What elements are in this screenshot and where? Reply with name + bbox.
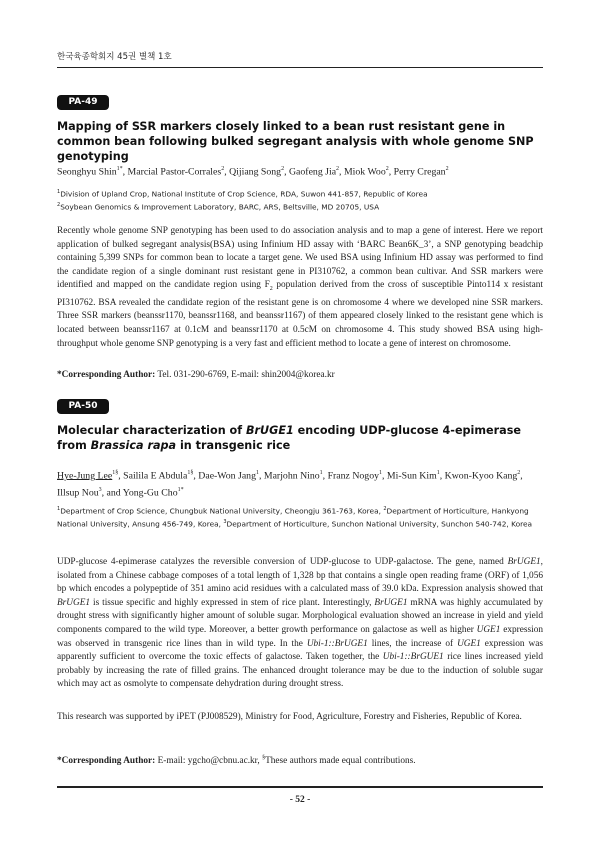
author-name: Miok Woo bbox=[343, 166, 386, 178]
author-sup: 2 bbox=[385, 166, 389, 172]
author-list: Seonghyu Shin$^{1*}$, Marcial Pastor-Corrales$^2$, Qijiang Song$^2$, Gaofeng Jia$^2$, Miok Woo$^2$, Perry Cregan$^2$ bbox=[57, 166, 449, 178]
author-sup: 1 bbox=[319, 470, 323, 476]
page-number: - 52 - bbox=[289, 795, 311, 805]
author-sup: 2 bbox=[281, 166, 285, 172]
author-name: Yong-Gu Cho bbox=[122, 487, 178, 499]
header-rule bbox=[57, 67, 543, 68]
affiliations: $^1$Department of Crop Science, Chungbuk National University, Cheongju 361-763, Korea, $^2$Department of Horticulture, Hankyong National University, Ansung 456-749, Korea, $^3$Department of Horticulture, Sunchon National University, Sunchon 540-742, Korea bbox=[57, 506, 533, 529]
abstract-body: UDP-glucose 4-epimerase catalyzes the reversible conversion of UDP-glucose to UDP-galactose. The gene, named BrUGE1, isolated from a Chinese cabbage composes of a total length of 1,328 bp that contains a single open reading frame (ORF) of 1,056 bp which encodes a polypeptide of 351 amino acid residues with a calculated mass of 39.0 kDa. Expression analysis showed that BrUGE1 is tissue specific and highly expressed in stem of rice plant. Interestingly, BrUGE1 mRNA was highly accumulated by drought stress with significantly higher amount of soluble sugar. Morphological evaluation showed an increase in yield and yield components compared to the wild type. Moreover, a better growth performance on galactose as well as higher UGE1 expression was observed in transgenic rice lines than in wild type. In the Ubi-1::BrUGE1 lines, the increase of UGE1 expression was apparently sufficient to overcome the toxic effects of galactose. Taken together, the Ubi-1::BrGUE1 rice lines increased yield probably by increasing the rate of filled grains. The enhanced drought tolerance may be due to the induction of soluble sugar which may act as osmolyte to compensate dehydration during drought stress. bbox=[57, 557, 543, 690]
author-sup: 2 bbox=[445, 166, 449, 172]
abstract-title: Molecular characterization of BrUGE1 encoding UDP-glucose 4-epimerase from Brassica rapa in transgenic rice bbox=[57, 424, 521, 452]
author-name: Franz Nogoy bbox=[327, 470, 380, 482]
author-sup: 1* bbox=[177, 487, 184, 494]
author-sup: 2 bbox=[336, 166, 340, 172]
author-name: Illsup Nou bbox=[57, 487, 99, 499]
corresponding-author: *Corresponding Author: E-mail: ygcho@cbnu.ac.kr, §These authors made equal contributions. bbox=[57, 755, 416, 767]
author-list: Hye-Jung Lee$^{1\S}$, Sailila E Abdula$^{1\S}$, Dae-Won Jang$^1$, Marjohn Nino$^1$, Franz Nogoy$^1$, Mi-Sun Kim$^1$, Kwon-Kyoo Kang$^2$, Illsup Nou$^3$, and Yong-Gu Cho$^{1*}$ bbox=[57, 470, 523, 499]
author-name: Qijiang Song bbox=[229, 166, 282, 178]
author-sup: 1* bbox=[116, 166, 123, 172]
corresponding-author: *Corresponding Author: Tel. 031-290-6769, E-mail: shin2004@korea.kr bbox=[57, 370, 335, 380]
abstract-body: Recently whole genome SNP genotyping has been used to do association analysis and to map a gene of interest. Here we report application of bulked segregant analysis(BSA) using Infinium HD assay with ‘BARC Bean6K_3’, a SNP genotyping beadchip containing 5,399 SNPs for common bean to locate a target gene. We used BSA using Infinium HD assay was performed to find the candidate region of a single dominant rust resistant gene in PI310762, a common bean cultivar. And SSR markers were identified and mapped on the candidate region using $F_2$ population derived from the cross of susceptible Pinto114 x resistant PI310762. BSA revealed the candidate region of the resistant gene is on chromosome 4 where we developed nine SSR markers. Three SSR markers (beanssr1170, beanssr1168, and beanssr1167) of them appeared closely linked to the resistant gene which is located between beanssr1167 at 0.1cM and beanssr1170 at 0.5cM on chromosome 4. This study showed BSA using high-throughput whole genome SNP genotyping is a very fast and efficient method to locate a gene of interest on chromosome. bbox=[57, 226, 543, 349]
author-name: Perry Cregan bbox=[393, 166, 446, 178]
author-name: Dae-Won Jang bbox=[198, 470, 256, 482]
footer-rule bbox=[57, 786, 543, 788]
author-sup: 1 bbox=[255, 470, 259, 476]
author-sup: 2 bbox=[517, 470, 521, 476]
author-name: Marcial Pastor-Corrales bbox=[127, 166, 222, 178]
author-sup: 1§ bbox=[112, 470, 119, 476]
abstract-id-badge: PA-50 bbox=[57, 399, 109, 414]
author-name: Hye-Jung Lee bbox=[57, 470, 113, 482]
author-sup: 1 bbox=[379, 470, 383, 476]
author-sup: 1 bbox=[436, 470, 440, 476]
author-sup: 1§ bbox=[187, 470, 194, 476]
author-name: Mi-Sun Kim bbox=[386, 470, 437, 482]
affiliation-line: $^2$Soybean Genomics & Improvement Laboratory, BARC, ARS, Beltsville, MD 20705, USA bbox=[57, 201, 380, 212]
abstract-id-badge: PA-49 bbox=[57, 95, 109, 110]
author-sup: 2 bbox=[221, 166, 225, 172]
author-name: Seonghyu Shin bbox=[57, 166, 117, 178]
author-name: Kwon-Kyoo Kang bbox=[444, 470, 518, 482]
author-name: Sailila E Abdula bbox=[123, 470, 188, 482]
author-sup: 3 bbox=[98, 487, 102, 494]
author-name: Marjohn Nino bbox=[263, 470, 320, 482]
abstract-title: Mapping of SSR markers closely linked to a bean rust resistant gene in common bean following bulked segregant analysis with whole genome SNP genotyping bbox=[57, 120, 534, 163]
funding-statement: This research was supported by iPET (PJ008529), Ministry for Food, Agriculture, Forestry and Fisheries, Republic of Korea. bbox=[57, 712, 522, 722]
affiliation-line: $^1$Division of Upland Crop, National Institute of Crop Science, RDA, Suwon 441-857, Republic of Korea bbox=[57, 189, 428, 199]
affiliations bbox=[57, 187, 543, 213]
author-name: Gaofeng Jia bbox=[288, 166, 337, 178]
running-header: 한국육종학회지 45권 별책 1호 bbox=[57, 52, 172, 62]
